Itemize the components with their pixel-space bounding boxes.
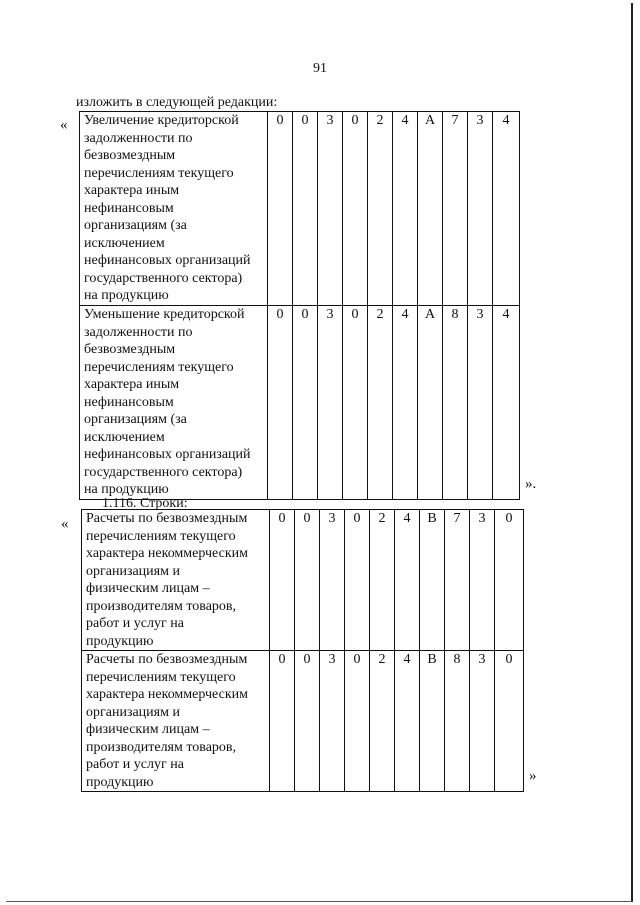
code-digit-cell [318, 112, 343, 306]
description-line: характера некоммерческим [86, 546, 248, 561]
table-row [80, 306, 520, 500]
description-line: исключением [84, 235, 165, 251]
description-line: характера иным [84, 377, 180, 392]
code-digit-cell [468, 112, 493, 306]
description-line: производителям товаров, [86, 598, 237, 614]
code-digit-cell [343, 112, 368, 306]
description-line: характера иным [84, 183, 180, 198]
code-digit-cell [420, 510, 445, 651]
code-digit-cell [495, 651, 524, 792]
code-digit-cell [345, 510, 370, 651]
code-table-2 [81, 509, 524, 792]
section-heading: 1.116. Строки: [102, 496, 188, 511]
code-digit: 2 [376, 307, 384, 322]
code-digit-cell [270, 510, 295, 651]
code-digit-cell [295, 651, 320, 792]
code-digit: 4 [401, 307, 409, 322]
description-line: продукцию [86, 633, 154, 649]
code-digit-cell [395, 510, 420, 651]
code-digit-cell [320, 651, 345, 792]
description-line: государственного сектора) [84, 464, 243, 480]
description-line: Расчеты по безвозмездным [86, 511, 248, 526]
description-line: на продукцию [84, 482, 169, 497]
code-digit: 0 [303, 511, 311, 526]
description-line: нефинансовых организаций [84, 253, 251, 268]
code-digit: А [424, 307, 436, 322]
code-digit: 2 [378, 652, 386, 667]
description-line: организациям и [86, 704, 180, 720]
code-digit: 0 [351, 307, 359, 322]
code-digit-cell [443, 112, 468, 306]
code-digit-cell [470, 510, 495, 651]
quote-close-2: » [529, 768, 537, 784]
description-line: нефинансовых организаций [84, 447, 251, 462]
row-description [82, 651, 270, 792]
table-row [82, 510, 524, 651]
code-digit: 2 [378, 511, 386, 526]
code-digit-cell [370, 510, 395, 651]
code-digit: 0 [276, 307, 284, 322]
code-digit: 0 [276, 113, 284, 128]
code-digit: 3 [478, 511, 486, 526]
code-digit-cell [393, 112, 418, 306]
code-digit: 4 [502, 307, 510, 322]
description-line: нефинансовым [84, 394, 174, 410]
code-digit: 0 [353, 652, 361, 667]
code-digit-cell [468, 306, 493, 500]
page-number: 91 [313, 61, 327, 76]
code-digit: 3 [476, 113, 484, 128]
description-line: характера некоммерческим [86, 687, 248, 702]
description-line: физическим лицам – [86, 581, 210, 596]
intro-text: изложить в следующей редакции: [76, 95, 278, 110]
code-digit: 3 [326, 307, 334, 322]
row-description [80, 112, 268, 306]
code-digit: В [427, 511, 437, 526]
code-digit: 0 [353, 511, 361, 526]
quote-open-2: « [61, 516, 69, 532]
description-line: задолженности по [84, 130, 193, 146]
code-digit: 4 [401, 113, 409, 128]
code-digit-cell [270, 651, 295, 792]
description-line: перечислениям текущего [86, 528, 236, 544]
description-line: организациям (за [84, 218, 187, 233]
code-digit-cell [293, 306, 318, 500]
code-digit-cell [493, 306, 520, 500]
quote-open-1: « [60, 117, 68, 133]
code-digit: 3 [476, 307, 484, 322]
code-digit: 8 [451, 307, 459, 322]
description-line: физическим лицам – [86, 722, 210, 737]
code-digit-cell [318, 306, 343, 500]
code-digit-cell [345, 651, 370, 792]
code-digit: 7 [453, 511, 461, 526]
code-digit-cell [470, 651, 495, 792]
description-line: Увеличение кредиторской [84, 113, 239, 128]
description-line: продукцию [86, 774, 154, 790]
description-line: Расчеты по безвозмездным [86, 652, 248, 667]
quote-close-1: ». [525, 476, 537, 492]
code-digit: 7 [451, 113, 459, 128]
code-digit-cell [495, 510, 524, 651]
code-digit: 0 [301, 307, 309, 322]
code-digit: 0 [278, 652, 286, 667]
code-digit-cell [395, 651, 420, 792]
code-digit: 0 [278, 511, 286, 526]
code-digit-cell [445, 651, 470, 792]
code-digit: 3 [328, 652, 336, 667]
description-line: производителям товаров, [86, 739, 237, 755]
description-line: перечислениям текущего [86, 669, 236, 685]
code-digit: 0 [351, 113, 359, 128]
description-line: работ и услуг на [86, 616, 184, 631]
code-digit: 4 [403, 511, 411, 526]
code-table-1 [79, 111, 520, 500]
description-line: перечислениям текущего [84, 359, 234, 375]
description-line: на продукцию [84, 288, 169, 303]
code-digit-cell [370, 651, 395, 792]
description-line: работ и услуг на [86, 757, 184, 772]
code-digit: 4 [403, 652, 411, 667]
code-digit-cell [368, 306, 393, 500]
code-digit-cell [320, 510, 345, 651]
table-row [82, 651, 524, 792]
code-digit-cell [493, 112, 520, 306]
description-line: исключением [84, 429, 165, 445]
description-line: безвозмездным [84, 342, 176, 357]
code-digit: 0 [505, 511, 513, 526]
code-digit: 3 [478, 652, 486, 667]
code-digit: 0 [301, 113, 309, 128]
code-digit: 8 [453, 652, 461, 667]
row-description [82, 510, 270, 651]
code-digit-cell [343, 306, 368, 500]
description-line: организациям и [86, 563, 180, 579]
code-digit-cell [445, 510, 470, 651]
code-digit: 3 [328, 511, 336, 526]
code-digit: В [427, 652, 437, 667]
description-line: государственного сектора) [84, 270, 243, 286]
code-digit: 0 [303, 652, 311, 667]
code-digit-cell [368, 112, 393, 306]
code-digit: 2 [376, 113, 384, 128]
table-row [80, 112, 520, 306]
code-digit-cell [293, 112, 318, 306]
code-digit-cell [418, 112, 443, 306]
description-line: задолженности по [84, 324, 193, 340]
code-digit: А [424, 113, 436, 128]
description-line: нефинансовым [84, 200, 174, 216]
code-digit: 3 [326, 113, 334, 128]
row-description [80, 306, 268, 500]
code-digit-cell [268, 112, 293, 306]
description-line: Уменьшение кредиторской [84, 307, 245, 322]
code-digit-cell [420, 651, 445, 792]
code-digit-cell [295, 510, 320, 651]
code-digit-cell [393, 306, 418, 500]
code-digit-cell [418, 306, 443, 500]
code-digit: 4 [502, 113, 510, 128]
description-line: организациям (за [84, 412, 187, 427]
code-digit-cell [443, 306, 468, 500]
code-digit-cell [268, 306, 293, 500]
description-line: безвозмездным [84, 148, 176, 163]
code-digit: 0 [505, 652, 513, 667]
description-line: перечислениям текущего [84, 165, 234, 181]
